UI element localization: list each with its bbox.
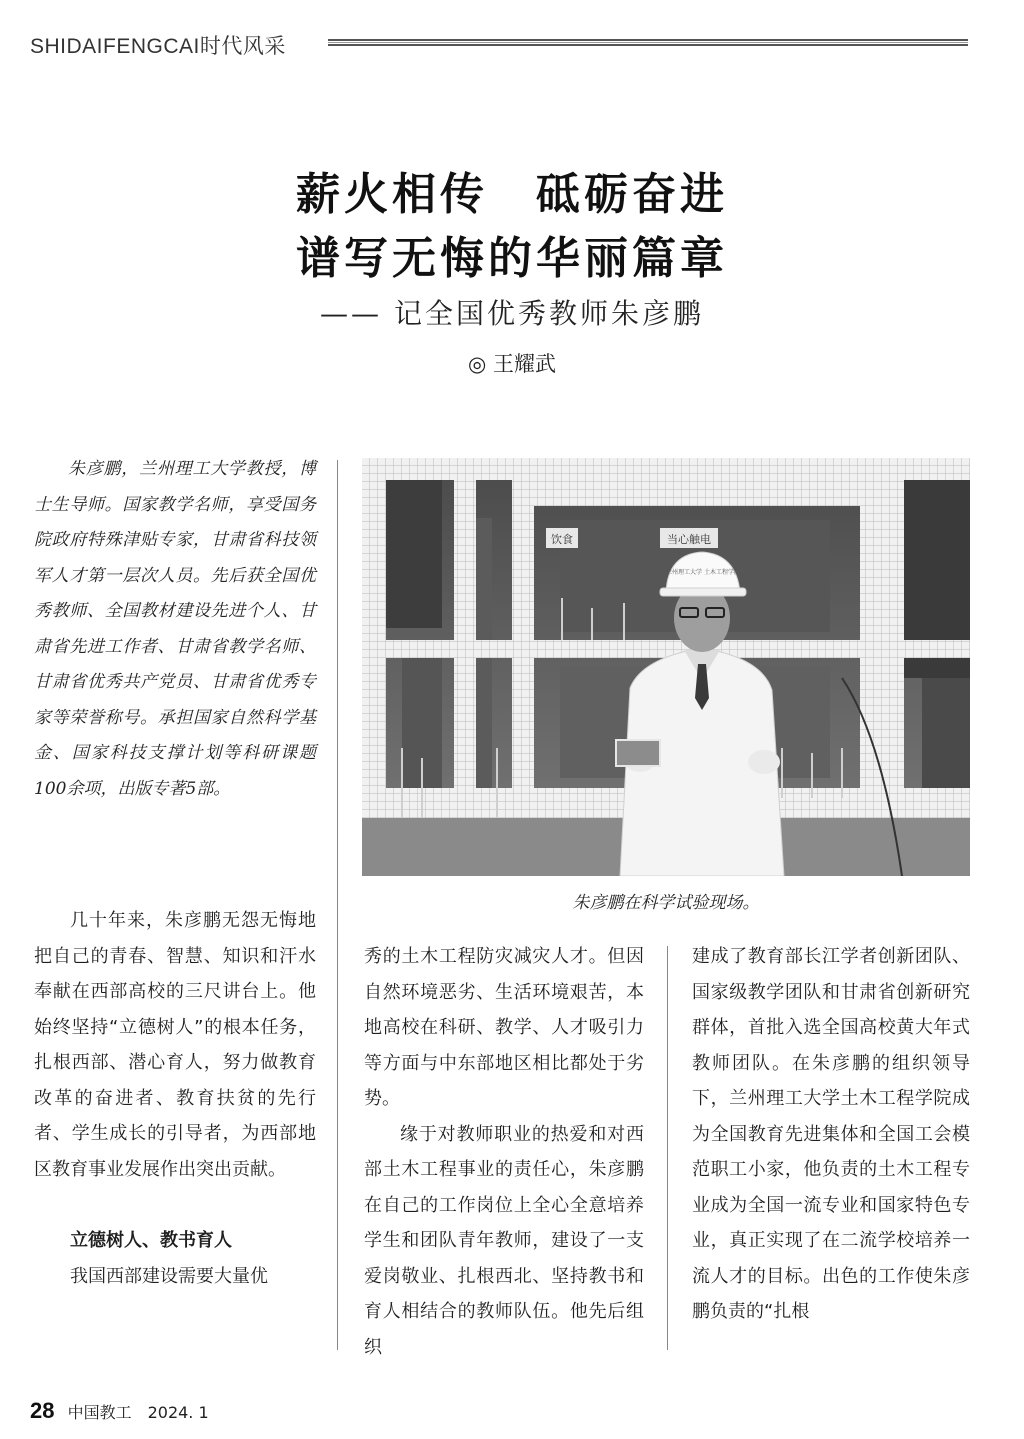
article-subtitle: —— 记全国优秀教师朱彦鹏 <box>320 297 704 330</box>
helmet-text: 兰州理工大学 土木工程学院 <box>666 569 740 576</box>
body-column-1 <box>34 903 316 1294</box>
intro-paragraph: 朱彦鹏，兰州理工大学教授，博士生导师。国家教学名师，享受国务院政府特殊津贴专家，甘肃省科技领军人才第一层次人员。先后获全国优秀教师、全国教材建设先进个人、甘肃省先进工作者、甘肃省教学名师、甘肃省优秀共产党员、甘肃省优秀专家等荣誉称号。承担国家自然科学基金、国家科技支撑计划等科研课题100余项，出版专著5部。 <box>34 459 316 799</box>
page-header <box>30 30 970 60</box>
body-paragraph: 几十年来，朱彦鹏无怨无悔地把自己的青春、智慧、知识和汗水奉献在西部高校的三尺讲台上。他始终坚持“立德树人”的根本任务，扎根西部、潜心育人，努力做教育改革的奋进者、教育扶贫的先行者、学生成长的引导者，为西部地区教育事业发展作出突出贡献。 <box>34 910 316 1180</box>
article-title-line-1: 薪火相传 砥砺奋进 <box>296 169 728 220</box>
photo-illustration <box>362 458 970 876</box>
photo-sign-right: 当心触电 <box>667 533 711 546</box>
section-heading: 立德树人、教书育人 <box>70 1230 232 1251</box>
page-footer <box>30 1398 209 1424</box>
journal-issue: 中国教工 2024. 1 <box>67 1403 209 1422</box>
column-divider <box>337 460 338 1350</box>
article-photo <box>362 458 970 876</box>
header-rule <box>328 39 968 46</box>
column-divider <box>667 946 668 1350</box>
photo-caption: 朱彦鹏在科学试验现场。 <box>572 893 760 913</box>
body-paragraph: 我国西部建设需要大量优 <box>70 1265 268 1287</box>
column-brand: SHIDAIFENGCAI时代风采 <box>30 35 286 58</box>
body-paragraph: 秀的土木工程防灾减灾人才。但因自然环境恶劣、生活环境艰苦，本地高校在科研、教学、人才吸引力等方面与中东部地区相比都处于劣势。 <box>364 946 644 1109</box>
photo-sign-left: 饮食 <box>551 533 573 546</box>
body-column-3 <box>692 939 970 1330</box>
page-number: 28 <box>30 1398 55 1423</box>
article-title-line-2: 谱写无悔的华丽篇章 <box>296 233 728 284</box>
body-paragraph: 建成了教育部长江学者创新团队、国家级教学团队和甘肃省创新研究群体，首批入选全国高校黄大年式教师团队。在朱彦鹏的组织领导下，兰州理工大学土木工程学院成为全国教育先进集体和全国工会模范职工小家，他负责的土木工程专业成为全国一流专业和国家特色专业，真正实现了在二流学校培养一流人才的目标。出色的工作使朱彦鹏负责的“扎根 <box>692 946 970 1322</box>
body-column-2 <box>364 939 644 1365</box>
body-paragraph: 缘于对教师职业的热爱和对西部土木工程事业的责任心，朱彦鹏在自己的工作岗位上全心全意培养学生和团队青年教师，建设了一支爱岗敬业、扎根西北、坚持教书和育人相结合的教师队伍。他先后组织 <box>364 1123 644 1358</box>
article-author: ◎ 王耀武 <box>468 352 556 376</box>
